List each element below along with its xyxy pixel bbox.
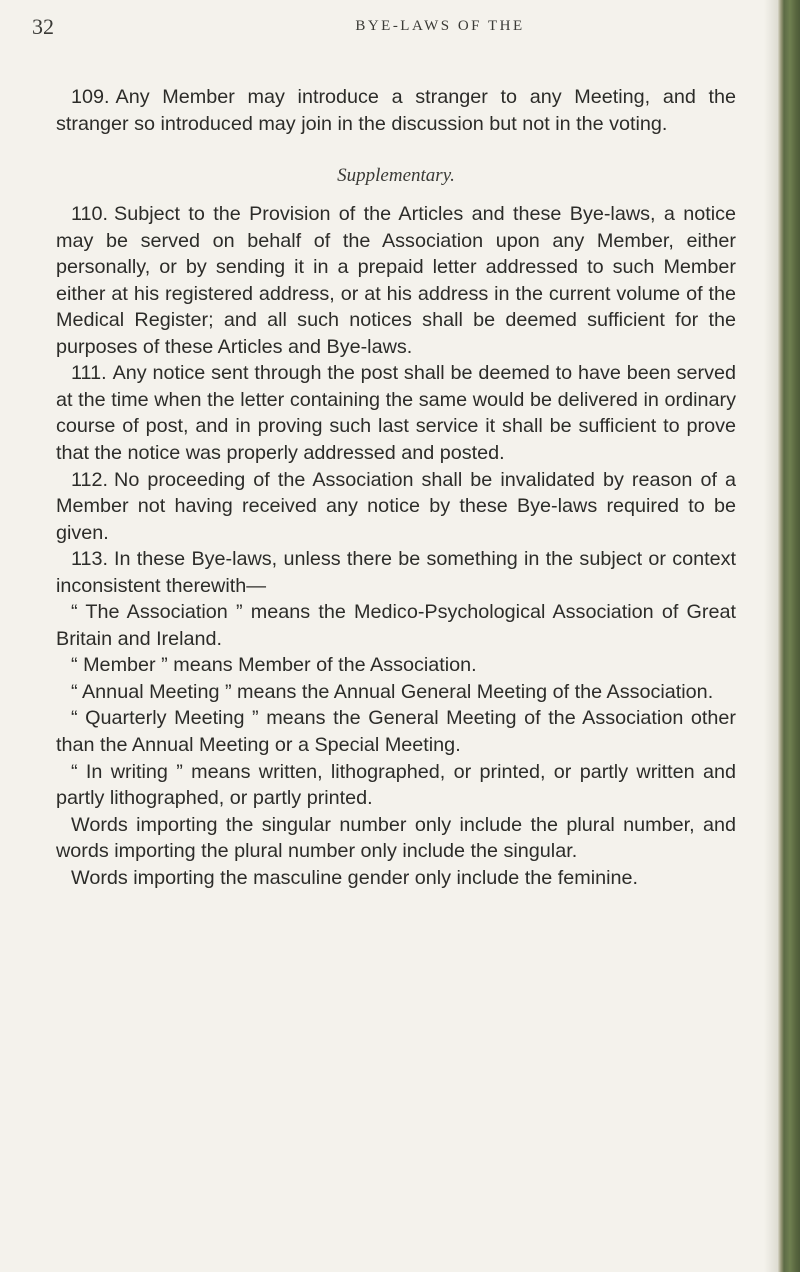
bye-law-112 (56, 467, 736, 547)
definition-association: “ The Association ” means the Medico-Psychological Association of Great Britain and Ireland. (56, 601, 736, 650)
bye-law-text: Subject to the Provision of the Articles and these Bye-laws, a notice may be served on behalf of the Association upon any Member, either personally, or by sending it in a prepaid letter addressed to such Member either at his registered address, or at his address in the current volume of the Medical Register; and all such notices shall be deemed sufficient for the purposes of these Articles and Bye-laws. (56, 203, 736, 358)
page-number: 32 (32, 14, 54, 39)
bye-law-text: Any Member may introduce a stranger to any Meeting, and the stranger so introduced may join in the discussion but not in the voting. (56, 86, 736, 135)
bye-law-text: No proceeding of the Association shall be invalidated by reason of a Member not having received any notice by these Bye-laws required to be given. (56, 468, 736, 544)
bye-law-text: In these Bye-laws, unless there be something in the subject or context inconsistent therewith— (56, 548, 736, 597)
definition-member: “ Member ” means Member of the Association. (71, 654, 477, 677)
bye-law-111 (56, 360, 736, 466)
bye-law-number: 111. (71, 362, 107, 385)
body-text (56, 84, 736, 891)
definition-in-writing: “ In writing ” means written, lithographed, or printed, or partly written and partly lithographed, or partly printed. (56, 760, 736, 810)
bye-law-number: 112. (71, 468, 109, 491)
bye-law-number: 110. (71, 203, 109, 226)
bye-law-number: 109. (71, 86, 110, 108)
bye-law-109 (56, 84, 736, 137)
bye-law-text: Any notice sent through the post shall be deemed to have been served at the time when the letter containing the same would be delivered in ordinary course of post, and in proving such last service it shall be sufficient to prove that the notice was properly addressed and posted. (56, 362, 736, 465)
bye-law-113 (56, 546, 736, 599)
bye-law-number: 113. (71, 548, 109, 571)
definition-quarterly-meeting: “ Quarterly Meeting ” means the General Meeting of the Association other than the Annual Meeting or a Special Meeting. (56, 707, 736, 757)
definition-singular-plural: Words importing the singular number only include the plural number, and words importing the plural number only include the singular. (56, 813, 736, 863)
definition-annual-meeting: “ Annual Meeting ” means the Annual General Meeting of the Association. (71, 680, 714, 703)
section-heading: Supplementary. (337, 165, 455, 187)
book-edge (778, 0, 800, 1272)
running-head: BYE-LAWS OF THE (355, 18, 525, 34)
bye-law-110 (56, 201, 736, 360)
definition-gender: Words importing the masculine gender only include the feminine. (71, 866, 639, 889)
page-gutter-shadow (764, 0, 778, 1272)
page-header (0, 10, 800, 42)
